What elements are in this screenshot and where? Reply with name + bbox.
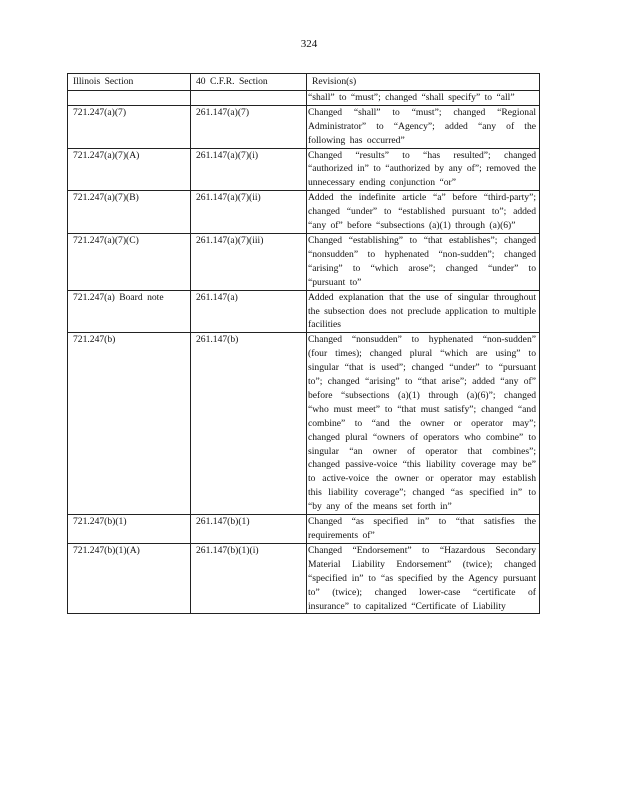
revision-cell: Added the indefinite article “a” before “third-party”; changed “under” to “established pursuant to”; added “any of” before “subsections (a)(1) through (a)(6)” xyxy=(307,191,540,234)
cfr-section-cell: 261.147(a)(7)(i) xyxy=(191,148,307,191)
cfr-section-cell: 261.147(b)(1)(i) xyxy=(191,543,307,614)
table-row xyxy=(68,543,540,614)
cfr-section-cell: 261.147(a)(7)(iii) xyxy=(191,233,307,290)
illinois-section-cell: 721.247(a)(7) xyxy=(68,105,191,148)
revision-cell: Changed “nonsudden” to hyphenated “non-sudden” (four times); changed plural “which are using” to singular “that is used”; changed “under” to “pursuant to”; changed “arising” to “that arise”; added “any of” before “subsections (a)(1) through (a)(6)”; changed “who must meet” to “that must satisfy”; changed “and combine” to “and the owner or operator may”; changed plural “owners of operators who combine” to singular “an owner of operator that combines”; changed passive-voice “this liability coverage may be” to active-voice the owner or operator may establish this liability coverage”; changed “as specified in” to “by any of the means set forth in” xyxy=(307,333,540,515)
cfr-section-cell xyxy=(191,90,307,105)
cfr-section-cell: 261.147(b)(1) xyxy=(191,515,307,544)
revision-cell: “shall” to “must”; changed “shall specify” to “all” xyxy=(307,90,540,105)
illinois-section-cell: 721.247(b)(1) xyxy=(68,515,191,544)
cfr-section-cell: 261.147(a) xyxy=(191,290,307,333)
table-row xyxy=(68,515,540,544)
illinois-section-cell: 721.247(b)(1)(A) xyxy=(68,543,191,614)
illinois-section-cell: 721.247(a)(7)(A) xyxy=(68,148,191,191)
revision-cell: Changed “establishing” to “that establishes”; changed “nonsudden” to hyphenated “non-sudden”; changed “arising” to “which arose”; changed “under” to “pursuant to” xyxy=(307,233,540,290)
cfr-section-cell: 261.147(a)(7) xyxy=(191,105,307,148)
table-row xyxy=(68,148,540,191)
table-row xyxy=(68,290,540,333)
table-header-row xyxy=(68,74,540,91)
illinois-section-cell: 721.247(a) Board note xyxy=(68,290,191,333)
header-cfr-section: 40 C.F.R. Section xyxy=(191,74,307,91)
revision-cell: Changed “shall” to “must”; changed “Regional Administrator” to “Agency”; added “any of the following has occurred” xyxy=(307,105,540,148)
revisions-table xyxy=(67,73,540,614)
revision-cell: Changed “as specified in” to “that satisfies the requirements of” xyxy=(307,515,540,544)
illinois-section-cell: 721.247(b) xyxy=(68,333,191,515)
table-row xyxy=(68,191,540,234)
cfr-section-cell: 261.147(b) xyxy=(191,333,307,515)
revision-cell: Changed “Endorsement” to “Hazardous Secondary Material Liability Endorsement” (twice); changed “specified in” to “as specified by the Agency pursuant to” (twice); changed lower-case “certificate of insurance” to capitalized “Certificate of Liability xyxy=(307,543,540,614)
table-row xyxy=(68,105,540,148)
table-row xyxy=(68,233,540,290)
revision-cell: Added explanation that the use of singular throughout the subsection does not preclude application to multiple facilities xyxy=(307,290,540,333)
illinois-section-cell: 721.247(a)(7)(C) xyxy=(68,233,191,290)
table-row xyxy=(68,333,540,515)
illinois-section-cell xyxy=(68,90,191,105)
cfr-section-cell: 261.147(a)(7)(ii) xyxy=(191,191,307,234)
header-revisions: Revision(s) xyxy=(307,74,540,91)
table-row xyxy=(68,90,540,105)
revision-cell: Changed “results” to “has resulted”; changed “authorized in” to “authorized by any of”; removed the unnecessary ending conjunction “or” xyxy=(307,148,540,191)
header-illinois-section: Illinois Section xyxy=(68,74,191,91)
illinois-section-cell: 721.247(a)(7)(B) xyxy=(68,191,191,234)
page-number: 324 xyxy=(300,38,318,50)
